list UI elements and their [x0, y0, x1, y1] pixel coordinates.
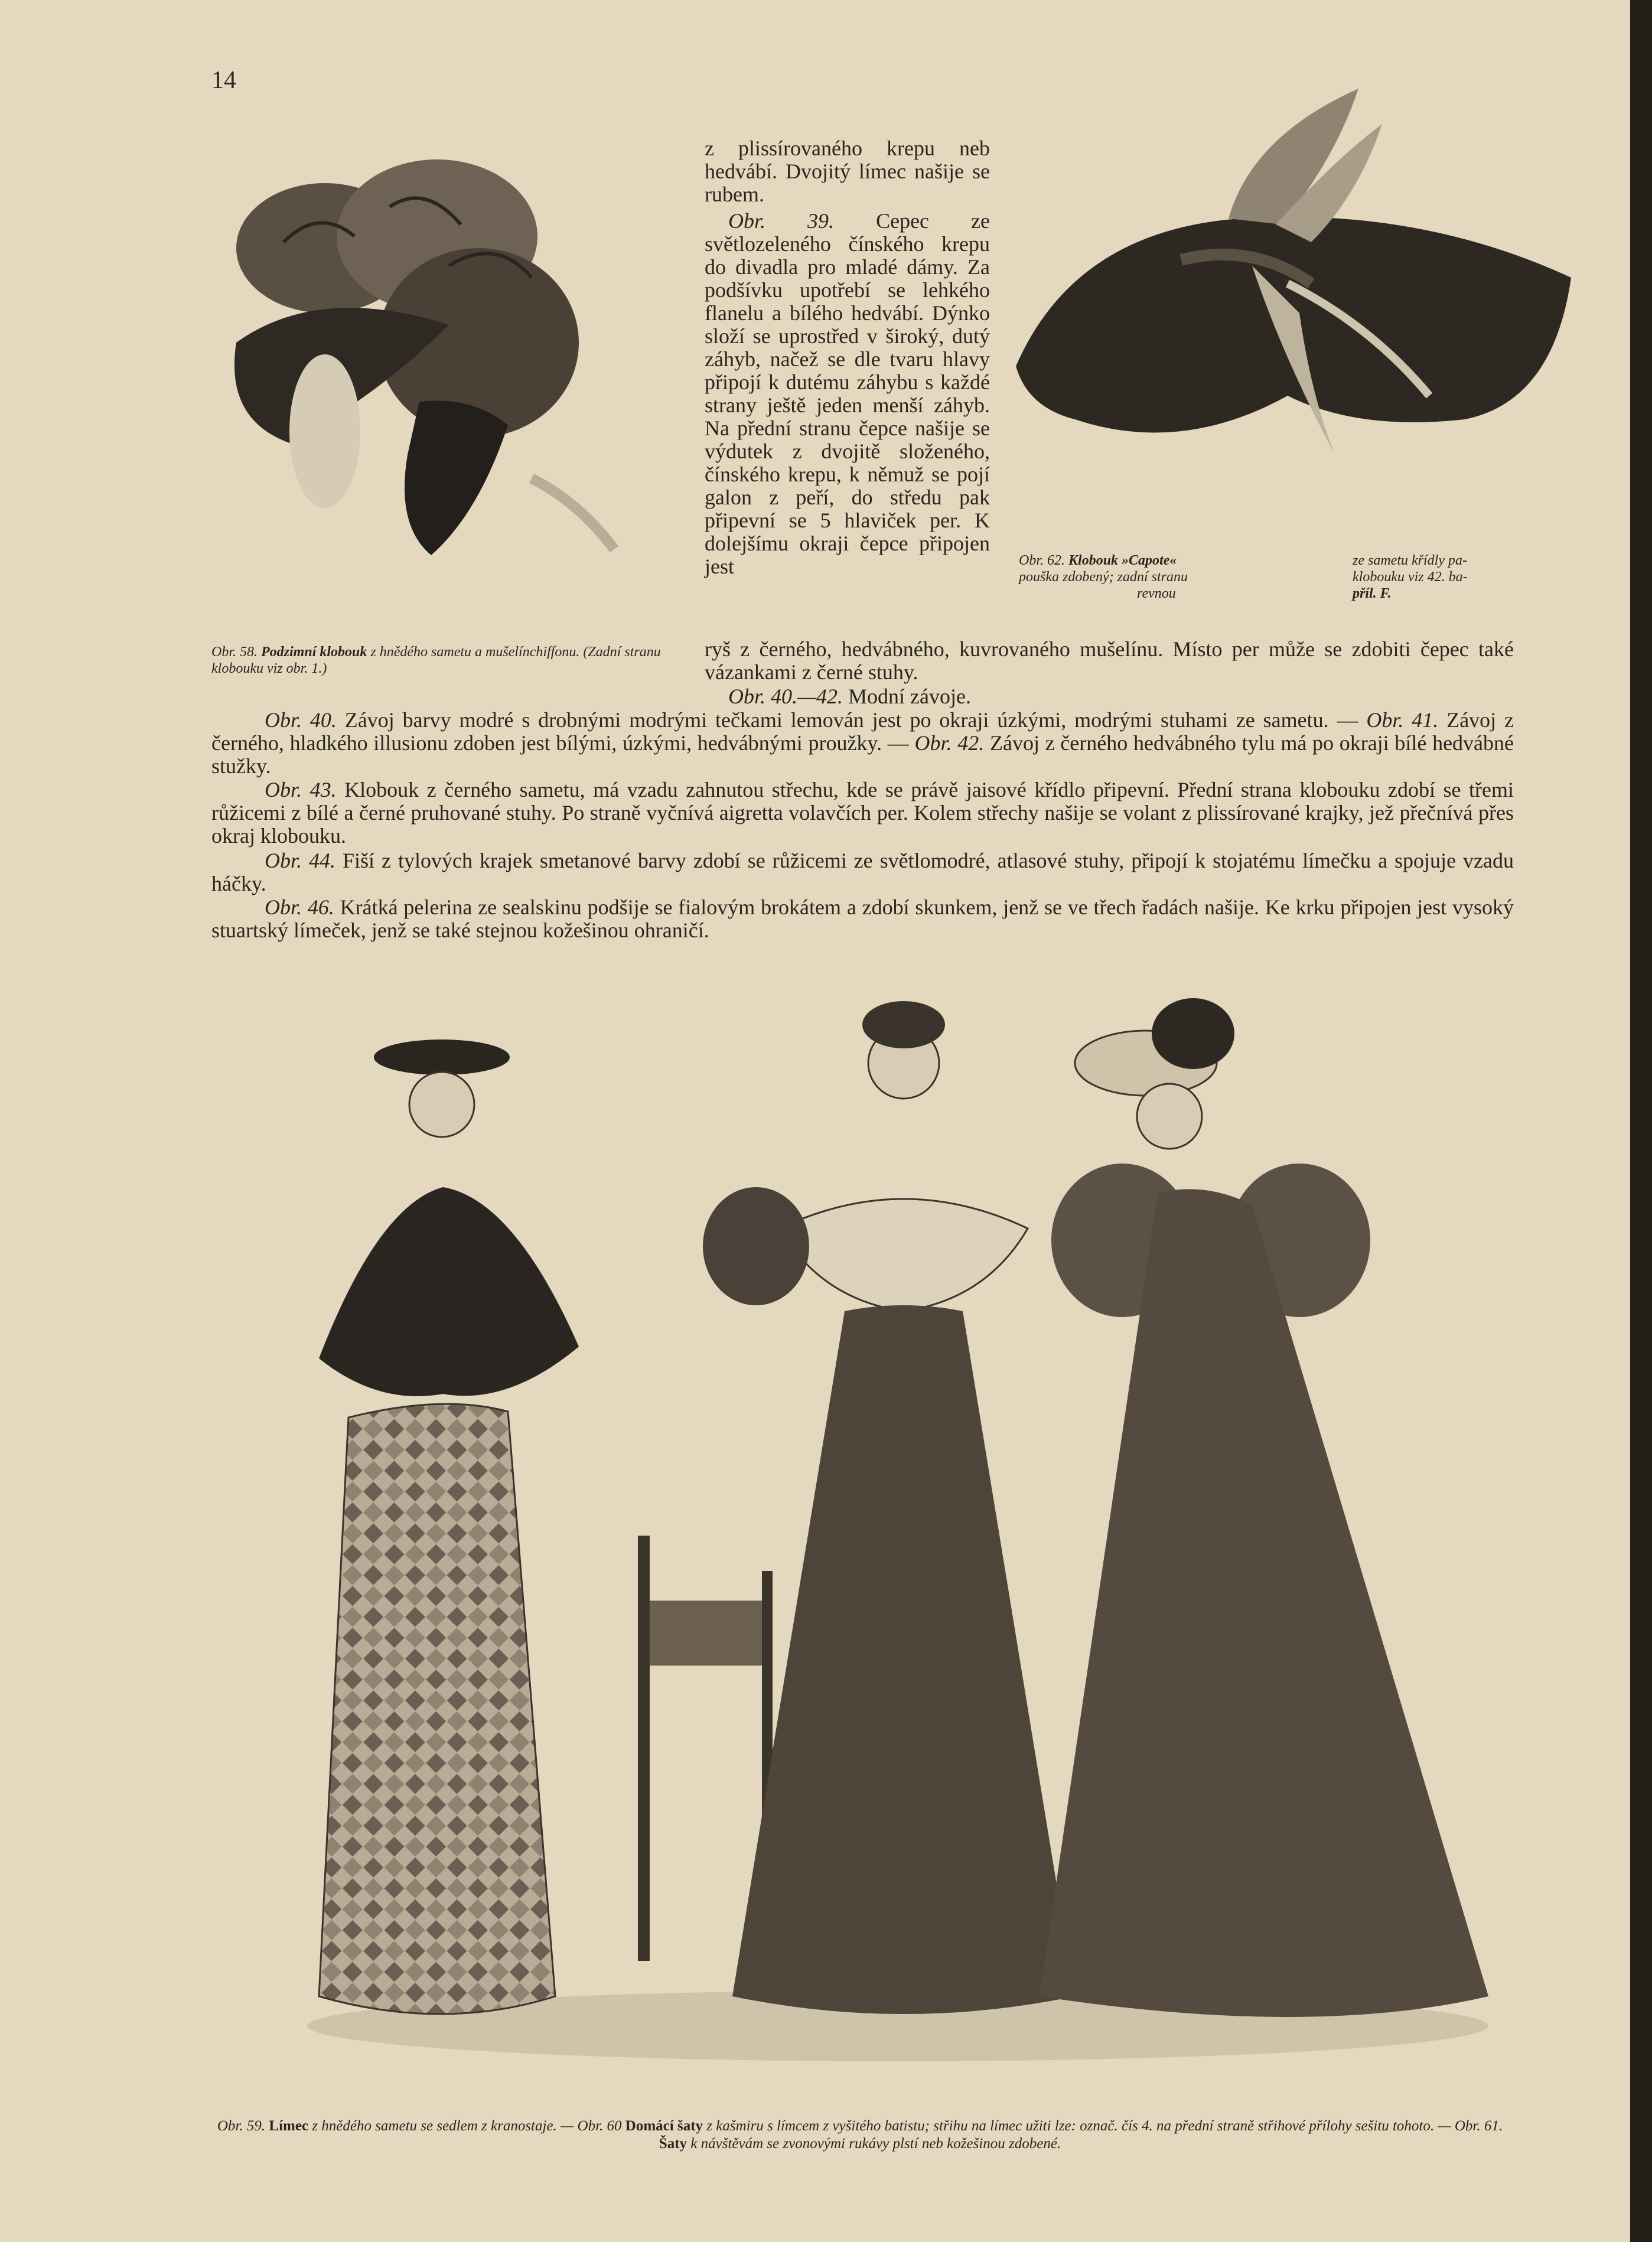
obr43-text: Klobouk z černého sametu, má vzadu zahnutou střechu, kde se právě jaisové křídlo připevní. Přední strana klobouku zdobí se třemi růžicemi z bílé a černé pruhované stuhy. Po straně vyčnívá aigretta volavčích per. Kolem střechy našije se volant z plissírované krajky, jež přečnívá přes okraj klobouku.: [211, 778, 1514, 848]
caption-59-title: Límec: [269, 2118, 309, 2134]
fashion-illustration-59-61: [248, 980, 1536, 2091]
caption-58-text: z hnědého sametu a mušelínchiffonu. (Zadní stranu klobouku viz obr. 1.): [211, 644, 661, 676]
paragraph-obr40-42: [211, 709, 1514, 778]
ref-obr46: Obr. 46.: [265, 895, 334, 919]
ref-obr40: Obr. 40.: [265, 708, 337, 732]
caption-62-mid: pouška zdobený; zadní stranu: [1019, 569, 1188, 585]
obr46-text: Krátká pelerina ze sealskinu podšije se fialovým brokátem a zdobí skunkem, jenž se ve třech řadách našije. Ke krku připojen jest vysoký stuartský límeček, jenž se také stejnou kožešinou ohraničí.: [211, 895, 1514, 942]
caption-62-right: ze sametu křídly pa-: [1353, 553, 1467, 568]
caption-obr62-right: [1353, 552, 1530, 602]
caption-58-ref: Obr. 58.: [211, 644, 258, 660]
caption-59-ref: Obr. 59.: [217, 2118, 266, 2134]
caption-62-ref: Obr. 62.: [1019, 553, 1066, 568]
ref-obr43: Obr. 43.: [265, 778, 337, 801]
caption-62-mid2: revnou: [1137, 586, 1176, 601]
hat-illustration-62: [1004, 89, 1583, 549]
caption-62-right3: příl. F.: [1353, 586, 1392, 601]
caption-62-right2: klobouku viz 42. ba-: [1353, 569, 1468, 585]
column-paragraph-intro: z plissírovaného krepu neb hedvábí. Dvojitý límec našije se rubem.: [705, 136, 990, 206]
ref-obr40-42: Obr. 40.—42.: [728, 685, 843, 708]
caption-60-title: Domácí šaty: [625, 2118, 703, 2134]
ref-obr44: Obr. 44.: [265, 849, 336, 872]
hat-illustration-58: [201, 148, 673, 585]
ref-obr41: Obr. 41.: [1366, 708, 1439, 732]
caption-59-text: z hnědého sametu se sedlem z kranostaje. —: [312, 2118, 574, 2134]
caption-obr58: [211, 644, 678, 677]
veils-heading-text: Modní závoje.: [848, 685, 971, 708]
veils-heading: [705, 685, 1514, 708]
ref-obr39: Obr. 39.: [728, 209, 835, 233]
obr41-text: Závoj z černého, hladkého illusionu zdoben jest bílými, úzkými, hedvábnými proužky. —: [211, 708, 1514, 755]
caption-61-title: Šaty: [659, 2136, 687, 2152]
column-paragraph-obr39: [705, 210, 990, 578]
obr39-text: Cepec ze světlozeleného čínského krepu do divadla pro mladé dámy. Za podšívku upotřebí se lehkého flanelu a bílého hedvábí. Dýnko složí se uprostřed v široký, dutý záhyb, načež se dle tvaru hlavy připojí k dutému záhybu s každé strany ještě jeden menší záhyb. Na přední stranu čepce našije se výdutek z dvojitě složeného, čínského krepu, k němuž se pojí galon z peří, do středu pak připevní se 5 hlaviček per. K dolejšímu okraji čepce připojen jest: [705, 209, 990, 578]
obr39-continuation: ryš z černého, hedvábného, kuvrovaného mušelínu. Místo per může se zdobiti čepec také vázankami z černé stuhy.: [705, 637, 1514, 684]
obr40-text: Závoj barvy modré s drobnými modrými tečkami lemován jest po okraji úzkými, modrými stuhami ze sametu. —: [344, 708, 1358, 732]
paragraph-obr43: [211, 778, 1514, 848]
caption-obr62: [1019, 552, 1267, 602]
obr42-text: Závoj z černého hedvábného tylu má po okraji bílé hedvábné stužky.: [211, 731, 1514, 778]
caption-61-text: k návštěvám se zvonovými rukávy plstí neb kožešinou zdobené.: [690, 2136, 1061, 2152]
paragraph-obr44: [211, 849, 1514, 895]
caption-60-text: z kašmiru s límcem z vyšitého batistu; střihu na límec užiti lze: označ. čís 4. na přední straně střihové přílohy sešitu tohoto. —: [706, 2118, 1451, 2134]
paragraph-obr46: [211, 896, 1514, 942]
caption-obr59-61: [210, 2117, 1510, 2153]
obr44-text: Fiší z tylových krajek smetanové barvy zdobí se růžicemi ze světlomodré, atlasové stuhy, připojí k stojatému límečku a spojuje vzadu háčky.: [211, 849, 1514, 895]
caption-60-ref: Obr. 60: [577, 2118, 622, 2134]
caption-58-title: Podzimní klobouk: [261, 644, 367, 660]
book-spine-edge: [1630, 0, 1652, 2242]
caption-62-title: Klobouk »Capote«: [1068, 553, 1177, 568]
ref-obr42: Obr. 42.: [914, 731, 985, 755]
page-number: 14: [211, 67, 236, 94]
caption-61-ref: Obr. 61.: [1454, 2118, 1503, 2134]
